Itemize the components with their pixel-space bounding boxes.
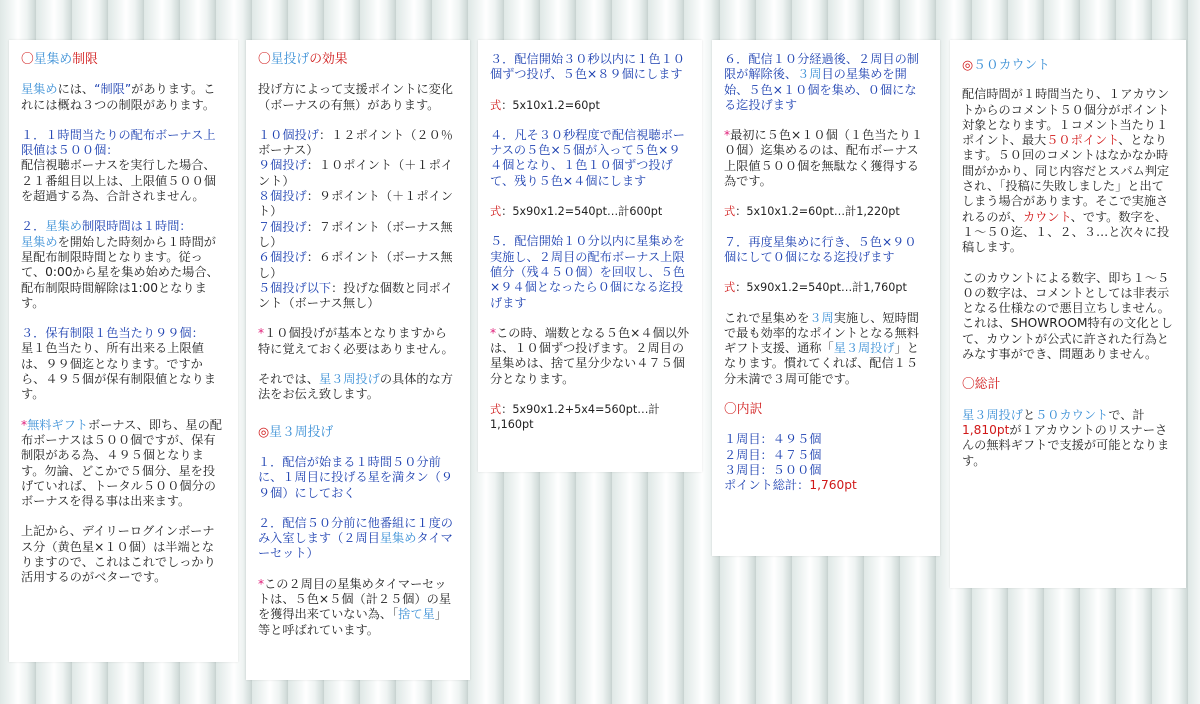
heading-mark: 〇 bbox=[258, 52, 271, 67]
step-text: 目の星集めを開始、５色×１０個を集め、０個になる迄投げます bbox=[724, 67, 917, 112]
list-item-label: ７個投げ bbox=[258, 219, 307, 234]
text: には、 bbox=[57, 82, 95, 97]
formula-label: 式 bbox=[490, 205, 502, 219]
list-item-text: ：９ポイント（＋１ポイント） bbox=[258, 189, 453, 219]
limit-item-heading: １．１時間当たりの配布ボーナス上限値は５００個： bbox=[21, 127, 216, 158]
formula-3 bbox=[490, 402, 690, 433]
step-text: ４．凡そ３０秒程度で配信視聴ボーナスの５色×５個が入って５色×９４個となり、１色１０個ずつ投げて、残り５色×４個にします bbox=[490, 127, 685, 188]
formula-text: ：5x90x1.2=540pt…計600pt bbox=[501, 205, 663, 219]
heading-mark: 〇 bbox=[962, 377, 975, 393]
note-mark: * bbox=[21, 417, 28, 432]
text: と bbox=[1022, 407, 1036, 422]
total-value: 1,760pt bbox=[809, 478, 857, 493]
step-text: ３．配信開始３０秒以内に１色１０個ずつ投げ、５色×８９個にします bbox=[490, 52, 685, 82]
step-text: タイマーセット） bbox=[258, 531, 453, 561]
total-label: ポイント総計： bbox=[724, 478, 810, 493]
limit-item-body: 星１色当たり、所有出来る上限値は、９９個迄となります。ですから、４９５個が保有制限値となります。 bbox=[21, 341, 216, 402]
keyword-limit: “制限” bbox=[94, 82, 132, 97]
heading-text: ５０カウント bbox=[973, 58, 1050, 73]
summary-paragraph bbox=[21, 524, 226, 585]
list-item bbox=[258, 281, 458, 312]
heading-keyword: 星投げ bbox=[270, 52, 310, 67]
formula-2 bbox=[490, 204, 690, 219]
step-7 bbox=[724, 235, 928, 266]
heading-mark: ◎ bbox=[962, 58, 974, 73]
limit-item-body: を開始した時刻から１時間が星配布制限時間となります。従って、0:00から星を集め始めた場合、配布制限時間解除は1:00となります。 bbox=[21, 234, 219, 310]
step-text: １．配信が始まる１時間５０分前に、１周目に投げる星を満タン（９９個）にしておく bbox=[258, 454, 453, 500]
note-free-gift bbox=[21, 418, 226, 510]
note-discard-star bbox=[258, 577, 458, 638]
note-text: 最初に５色×１０個（１色当たり１０個）迄集めるのは、配布ボーナス上限値５００個を無駄なく獲得する為です。 bbox=[724, 128, 924, 189]
paragraph-text: 上記から、デイリーログインボーナス分（黄色星×１０個）は半端となりますので、これはこれでしっかり活用するのがベターです。 bbox=[21, 524, 216, 585]
list-item-label: ６個投げ bbox=[258, 250, 307, 265]
heading-mark: 〇 bbox=[21, 52, 34, 67]
keyword-triple-throw: 星３周投げ bbox=[833, 341, 895, 356]
breakdown-list bbox=[724, 432, 928, 493]
article-card-5 bbox=[950, 40, 1186, 588]
heading-mark: 〇 bbox=[724, 402, 737, 418]
heading-text: 総計 bbox=[974, 377, 1001, 393]
section-heading-star-limit bbox=[21, 52, 226, 67]
text: 実施し、短時間で最も効率的なポイントとなる無料ギフト支援、通称「 bbox=[724, 310, 919, 356]
breakdown-total bbox=[724, 478, 928, 493]
heading-text: 内訳 bbox=[736, 402, 763, 418]
intro-paragraph bbox=[258, 82, 458, 113]
keyword-star-collect: 星集め bbox=[45, 219, 82, 234]
limit-item-heading: ３．保有制限１色当たり９９個： bbox=[21, 326, 204, 341]
total-points: 1,810pt bbox=[962, 422, 1010, 437]
keyword-third-round: ３周 bbox=[797, 67, 822, 82]
text: で、計 bbox=[1108, 407, 1145, 422]
paragraph-text: このカウントによる数字、即ち１～５０の数字は、コメントとしては非表示となる仕様なので悪目立ちしません。これは、SHOWROOM特有の文化として、カウントが公式に許された行為とみなす事ができ、問題ありません。 bbox=[962, 270, 1173, 362]
step-4 bbox=[490, 128, 690, 189]
text: これで星集めを bbox=[724, 310, 810, 325]
section-heading-triple-throw bbox=[258, 425, 458, 440]
step-text: ７．再度星集めに行き、５色×９０個にして０個になる迄投げます bbox=[724, 234, 917, 264]
formula-1 bbox=[490, 98, 690, 113]
step-text: ２．配信５０分前に他番組に１度のみ入室します（２周目 bbox=[258, 515, 453, 546]
note-mark: * bbox=[724, 128, 731, 143]
step-1 bbox=[258, 455, 458, 501]
note-text: １０個投げが基本となりますから特に覚えておく必要はありません。 bbox=[258, 326, 454, 356]
formula-label: 式 bbox=[724, 205, 736, 219]
formula-label: 式 bbox=[490, 403, 502, 417]
heading-text: の効果 bbox=[309, 52, 348, 67]
list-item-text: ：１２ポイント（２０％ボーナス） bbox=[258, 127, 453, 158]
note-remainder bbox=[490, 326, 690, 387]
limit-item-1 bbox=[21, 128, 226, 204]
throw-point-list bbox=[258, 128, 458, 312]
formula-4 bbox=[724, 204, 928, 219]
list-item bbox=[258, 189, 458, 220]
note-text: 」等と呼ばれています。 bbox=[258, 607, 447, 637]
count-explanation bbox=[962, 87, 1174, 255]
article-card-3 bbox=[478, 40, 702, 472]
intro-paragraph bbox=[21, 82, 226, 113]
keyword-50-points: ５０ポイント bbox=[1046, 133, 1119, 148]
note-text: この２周目の星集めタイマーセットは、５色×５個（計２５個）の星を獲得出来ていない為、「 bbox=[258, 576, 452, 622]
note-text: この時、端数となる５色×４個以外は、１０個ずつ投げます。２周目の星集めは、捨て星分少ない４７５個分となります。 bbox=[490, 325, 690, 386]
limit-item-body: 配信視聴ボーナスを実行した場合、２１番組目以上は、上限値５００個を超過する為、合計されません。 bbox=[21, 158, 216, 204]
section-heading-50-count bbox=[962, 58, 1174, 73]
step-5 bbox=[490, 234, 690, 310]
count-culture-paragraph bbox=[962, 271, 1174, 363]
step-3 bbox=[490, 52, 690, 83]
breakdown-item: ３周目：５００個 bbox=[724, 462, 822, 477]
section-heading-throw-effect bbox=[258, 52, 458, 67]
keyword-third-round: ３周 bbox=[809, 310, 834, 325]
keyword-free-gift: 無料ギフト bbox=[27, 417, 89, 432]
step-text: ６．配信１０分経過後、２周目の制限が解除後、 bbox=[724, 52, 919, 82]
list-item-text: ：６ポイント（ボーナス無し） bbox=[258, 250, 453, 280]
heading-text: 星３周投げ bbox=[269, 424, 334, 440]
list-item-label: ５個投げ以下 bbox=[258, 280, 332, 295]
formula-text: ：5x10x1.2=60pt bbox=[501, 98, 600, 112]
note-mark: * bbox=[258, 326, 265, 341]
heading-mark: ◎ bbox=[258, 424, 270, 440]
keyword-star-collect: 星集め bbox=[379, 531, 417, 546]
note-mark: * bbox=[258, 576, 265, 591]
note-basic-throw bbox=[258, 326, 458, 357]
keyword-triple-throw: 星３周投げ bbox=[962, 407, 1023, 422]
text: 配信時間が１時間当たり、１アカウントからのコメント５０個分がポイント対象となります。１コメント当たり１ポイント、最大 bbox=[962, 87, 1170, 148]
conclusion-paragraph bbox=[724, 311, 928, 387]
keyword-star-collect: 星集め bbox=[21, 82, 58, 97]
formula-label: 式 bbox=[724, 281, 736, 295]
formula-5 bbox=[724, 280, 928, 295]
limit-item-3 bbox=[21, 326, 226, 402]
step-text: ５．配信開始１０分以内に星集めを実施し、２周目の配布ボーナス上限値分（残４５０個）を回収し、５色×９４個となったら０個になる迄投げます bbox=[490, 234, 685, 310]
breakdown-item: １周目：４９５個 bbox=[724, 432, 822, 447]
article-card-4 bbox=[712, 40, 940, 556]
list-item-label: １０個投げ bbox=[258, 127, 319, 142]
article-card-2 bbox=[246, 40, 470, 680]
limit-item-2 bbox=[21, 219, 226, 311]
formula-text: ：5x90x1.2=540pt…計1,760pt bbox=[735, 281, 907, 295]
text: 」となります。慣れてくれば、配信１５分未満で３周可能です。 bbox=[724, 341, 919, 386]
list-item bbox=[258, 158, 458, 189]
text: の具体的な方法をお伝え致します。 bbox=[258, 372, 453, 402]
step-6 bbox=[724, 52, 928, 113]
total-paragraph bbox=[962, 408, 1174, 469]
formula-text: ：5x10x1.2=60pt…計1,220pt bbox=[735, 205, 900, 219]
breakdown-item: ２周目：４７５個 bbox=[724, 447, 822, 462]
text: が１アカウントのリスナーさんの無料ギフトで支援が可能となります。 bbox=[962, 422, 1170, 468]
list-item-text: ：７ポイント（ボーナス無し） bbox=[258, 219, 453, 249]
list-item bbox=[258, 250, 458, 281]
keyword-star-collect: 星集め bbox=[21, 234, 58, 249]
text: 、です。数字を、１～５０迄、１、２、３…と次々に投稿します。 bbox=[962, 209, 1170, 255]
note-text: ボーナス、即ち、星の配布ボーナスは５００個ですが、保有制限がある為、４９５個となります。勿論、どこかで５個分、星を投げていれば、トータル５００個分のボーナスを得る事は出来ます。 bbox=[21, 417, 222, 509]
list-item-text: ：投げな個数と同ポイント（ボーナス無し） bbox=[258, 280, 453, 311]
limit-item-heading: 制限時間は１時間： bbox=[81, 219, 192, 234]
keyword-count: カウント bbox=[1022, 209, 1071, 224]
heading-keyword: 星集め bbox=[33, 52, 73, 67]
formula-text: ：5x90x1.2+5x4=560pt…計1,160pt bbox=[490, 403, 660, 432]
transition-paragraph bbox=[258, 372, 458, 403]
section-heading-total bbox=[962, 377, 1174, 392]
step-2 bbox=[258, 516, 458, 562]
text: それでは、 bbox=[258, 372, 319, 387]
paragraph-text: 投げ方によって支援ポイントに変化（ボーナスの有無）があります。 bbox=[258, 82, 453, 112]
list-item-text: ：１０ポイント（＋１ポイント） bbox=[258, 158, 453, 188]
limit-item-heading: ２． bbox=[21, 219, 46, 234]
list-item-label: ９個投げ bbox=[258, 158, 307, 173]
list-item-label: ８個投げ bbox=[258, 189, 307, 204]
list-item bbox=[258, 220, 458, 251]
formula-label: 式 bbox=[490, 98, 502, 112]
list-item bbox=[258, 128, 458, 159]
keyword-triple-throw: 星３周投げ bbox=[318, 372, 380, 387]
note-mark: * bbox=[490, 325, 497, 340]
keyword-discard-star: 捨て星 bbox=[398, 607, 435, 622]
section-heading-breakdown bbox=[724, 402, 928, 417]
keyword-50-count: ５０カウント bbox=[1035, 407, 1109, 422]
article-card-1 bbox=[9, 40, 238, 662]
heading-text: 制限 bbox=[72, 52, 98, 67]
text: 、となります。５０回のコメントはなかなか時間がかかり、同じ内容だとスパム判定され、「投稿に失敗しました」と出てしまう場合があります。そこで実施されるのが、 bbox=[962, 133, 1170, 224]
note-first-collect bbox=[724, 128, 928, 189]
text: があります。これには概ね３つの制限があります。 bbox=[21, 82, 216, 112]
